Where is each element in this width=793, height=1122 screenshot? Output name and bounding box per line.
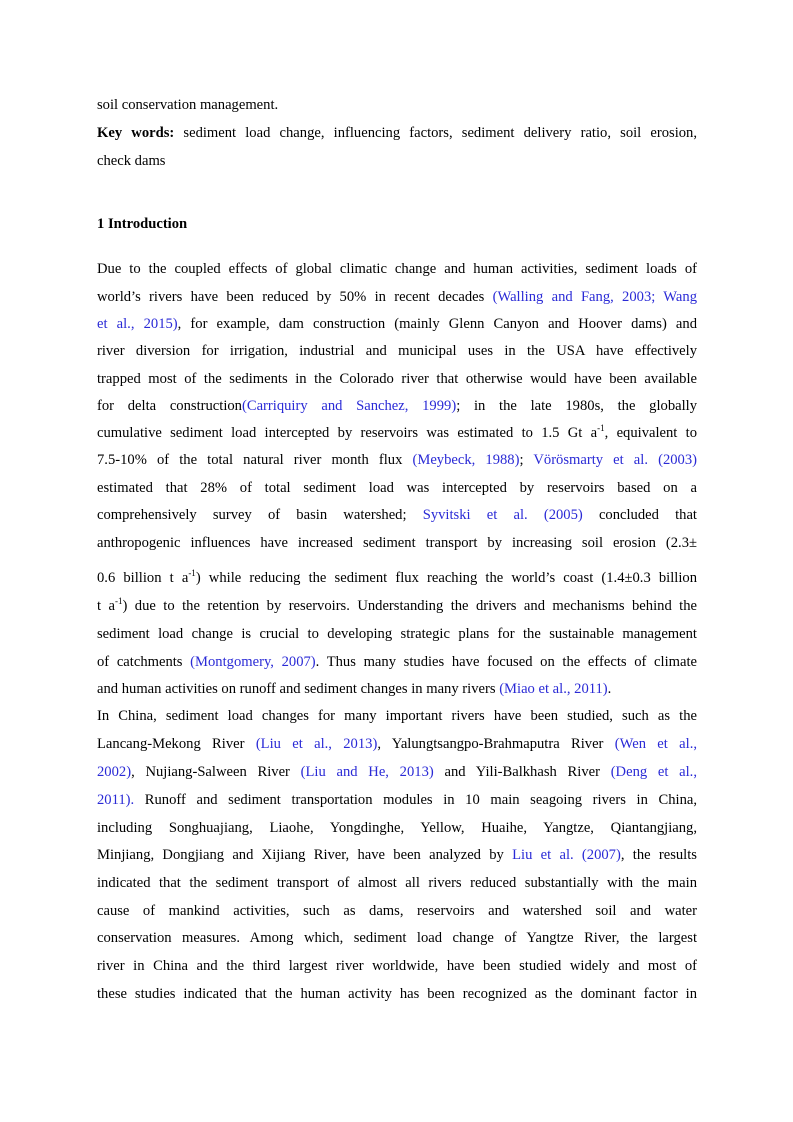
p1-line-5: trapped most of the sediments in the Colorado river that otherwise would have been available xyxy=(97,371,697,387)
p1-text: 0.6 billion t a xyxy=(97,570,189,586)
p2-text: Runoff and sediment transportation modules in 10 main seagoing rivers in China, xyxy=(144,792,697,808)
citation-link[interactable]: (Deng et al., xyxy=(610,764,697,780)
citation-link[interactable]: (Liu et al., 2013) xyxy=(255,736,378,752)
citation-link[interactable]: et al., 2015) xyxy=(97,316,178,332)
p1-text: 7.5-10% of the total natural river month flux xyxy=(97,452,403,468)
p1-line-1: Due to the coupled effects of global climatic change and human activities, sediment loads of xyxy=(97,261,697,277)
p2-text: Lancang-Mekong River xyxy=(97,736,245,752)
keywords-continued: check dams xyxy=(97,153,166,169)
citation-link[interactable]: 2002) xyxy=(97,764,132,780)
keywords-line xyxy=(97,123,697,143)
p1-line-16 xyxy=(97,679,697,699)
p1-line-15 xyxy=(97,652,697,672)
p2-line-6 xyxy=(97,845,697,865)
p1-text: ; in the late 1980s, the globally xyxy=(456,398,697,414)
p1-line-4: river diversion for irrigation, industrial and municipal uses in the USA have effectively xyxy=(97,343,697,359)
superscript: -1 xyxy=(114,596,123,606)
p1-text: , equivalent to xyxy=(604,425,697,441)
p2-text: , Nujiang-Salween River xyxy=(131,764,290,780)
p2-line-3 xyxy=(97,762,697,782)
p1-text: ; xyxy=(519,452,524,468)
p1-line-10 xyxy=(97,505,697,525)
abstract-tail: soil conservation management. xyxy=(97,97,279,113)
p2-line-5: including Songhuajiang, Liaohe, Yongdinghe, Yellow, Huaihe, Yangtze, Qiantangjiang, xyxy=(97,820,697,836)
p1-line-12 xyxy=(97,568,697,588)
citation-link[interactable]: (Miao et al., 2011) xyxy=(499,681,608,697)
citation-link[interactable]: Syvitski et al. (2005) xyxy=(422,507,583,523)
superscript: -1 xyxy=(597,423,605,433)
citation-link[interactable]: (Meybeck, 1988) xyxy=(412,452,520,468)
p2-line-9: conservation measures. Among which, sediment load change of Yangtze River, the largest xyxy=(97,930,697,946)
p1-text: concluded that xyxy=(598,507,697,523)
p1-text: t a xyxy=(97,598,115,614)
p2-line-2 xyxy=(97,734,697,754)
p1-line-7 xyxy=(97,423,697,443)
p2-line-11: these studies indicated that the human activity has been recognized as the dominant factor in xyxy=(97,986,697,1002)
p1-line-13 xyxy=(97,596,697,616)
p2-text: , the results xyxy=(620,847,697,863)
p2-line-4 xyxy=(97,790,697,810)
citation-link[interactable]: (Wen et al., xyxy=(614,736,697,752)
p1-line-6 xyxy=(97,396,697,416)
p1-line-8 xyxy=(97,450,697,470)
p1-line-14: sediment load change is crucial to developing strategic plans for the sustainable management xyxy=(97,626,697,642)
p1-text: . xyxy=(607,681,612,697)
p1-text: comprehensively survey of basin watershed; xyxy=(97,507,407,523)
p2-text: , Yalungtsangpo-Brahmaputra River xyxy=(377,736,604,752)
p1-line-3 xyxy=(97,314,697,334)
citation-link[interactable]: (Montgomery, 2007) xyxy=(190,654,316,670)
citation-link[interactable]: 2011). xyxy=(97,792,135,808)
p2-line-10: river in China and the third largest river worldwide, have been studied widely and most of xyxy=(97,958,697,974)
p2-line-1: In China, sediment load changes for many important rivers have been studied, such as the xyxy=(97,708,697,724)
p2-line-7: indicated that the sediment transport of almost all rivers reduced substantially with the main xyxy=(97,875,697,891)
section-title: 1 Introduction xyxy=(97,216,188,232)
p1-text: , for example, dam construction (mainly Glenn Canyon and Hoover dams) and xyxy=(177,316,697,332)
p1-text: . Thus many studies have focused on the effects of climate xyxy=(315,654,697,670)
p1-line-9: estimated that 28% of total sediment load was intercepted by reservoirs based on a xyxy=(97,480,697,496)
p2-line-8: cause of mankind activities, such as dams, reservoirs and watershed soil and water xyxy=(97,903,697,919)
citation-link[interactable]: Liu et al. (2007) xyxy=(512,847,621,863)
p2-text: Minjiang, Dongjiang and Xijiang River, have been analyzed by xyxy=(97,847,504,863)
citation-link[interactable]: (Liu and He, 2013) xyxy=(300,764,434,780)
keywords-label: Key words: xyxy=(97,125,175,141)
citation-link[interactable]: (Carriquiry and Sanchez, 1999) xyxy=(241,398,457,414)
p1-text: of catchments xyxy=(97,654,183,670)
superscript: -1 xyxy=(188,568,196,578)
p1-line-2 xyxy=(97,287,697,307)
citation-link[interactable]: (Walling and Fang, 2003; Wang xyxy=(492,289,697,305)
keywords-text: sediment load change, influencing factors, sediment delivery ratio, soil erosion, xyxy=(183,125,697,141)
p1-text: and human activities on runoff and sediment changes in many rivers xyxy=(97,681,496,697)
p1-text: for delta construction xyxy=(97,398,242,414)
p1-text: cumulative sediment load intercepted by reservoirs was estimated to 1.5 Gt a xyxy=(97,425,598,441)
p1-text: ) due to the retention by reservoirs. Understanding the drivers and mechanisms behind the xyxy=(122,598,698,614)
p1-line-11: anthropogenic influences have increased sediment transport by increasing soil erosion (2.3± xyxy=(97,535,697,551)
p1-text: world’s rivers have been reduced by 50% in recent decades xyxy=(97,289,485,305)
p1-text: ) while reducing the sediment flux reaching the world’s coast (1.4±0.3 billion xyxy=(195,570,697,586)
citation-link[interactable]: Vörösmarty et al. (2003) xyxy=(533,452,697,468)
p2-text: and Yili-Balkhash River xyxy=(444,764,600,780)
